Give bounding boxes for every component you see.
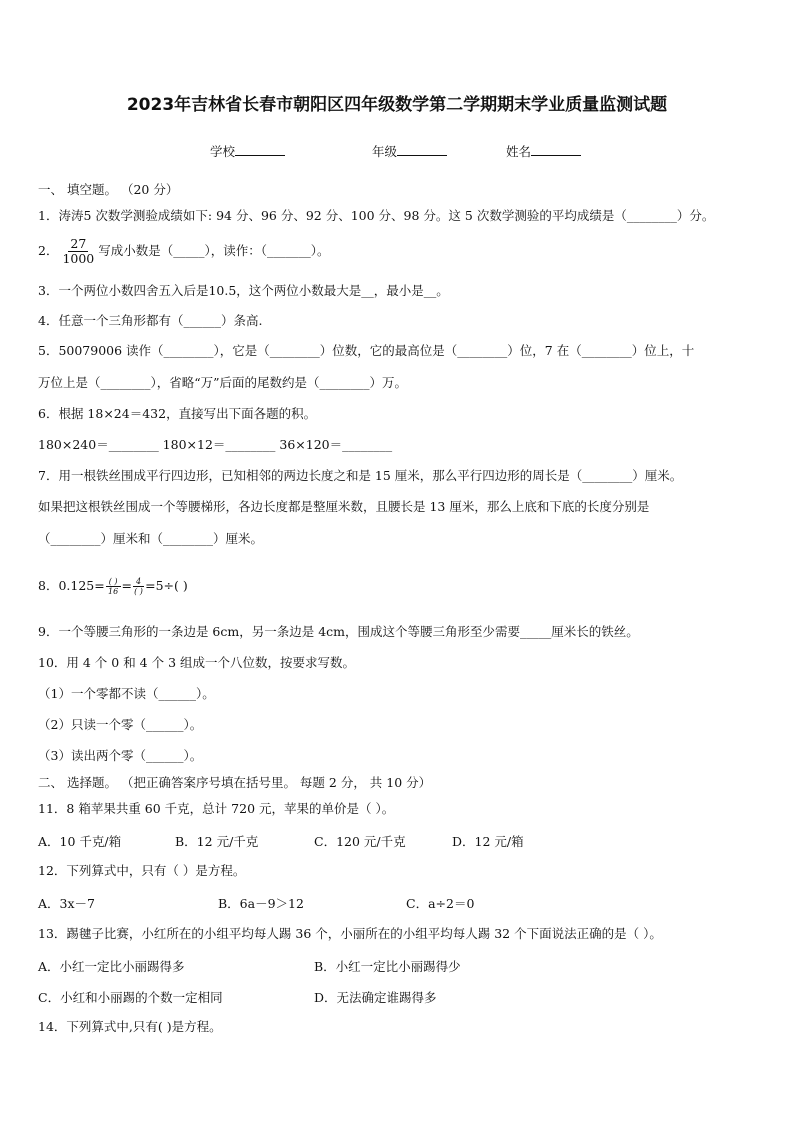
question-13-option-c: C．小红和小丽踢的个数一定相同 <box>38 990 223 1005</box>
question-11-option-b: B．12 元/千克 <box>175 834 259 849</box>
question-14: 14．下列算式中,只有( )是方程。 <box>38 1019 222 1034</box>
question-7-line-3: （________）厘米和（________）厘米。 <box>38 531 264 546</box>
question-10: 10．用 4 个 0 和 4 个 3 组成一个八位数，按要求写数。 <box>38 655 356 670</box>
question-8-suffix: =5÷( ) <box>145 578 188 593</box>
question-6-line-2: 180×240＝________ 180×12＝________ 36×120＝________ <box>38 437 393 452</box>
question-10-part-2: （2）只读一个零（______）。 <box>38 717 203 732</box>
question-3: 3．一个两位小数四舍五入后是10.5，这个两位小数最大是__，最小是__。 <box>38 283 449 298</box>
section2-heading: 二、 选择题。 （把正确答案序号填在括号里。 每题 2 分， 共 10 分） <box>38 775 432 790</box>
question-8 <box>38 574 188 598</box>
page-title: 2023年吉林省长春市朝阳区四年级数学第二学期期末学业质量监测试题 <box>126 95 668 115</box>
fraction-denominator: ( ) <box>134 587 143 596</box>
question-7-line-1: 7．用一根铁丝围成平行四边形，已知相邻的两边长度之和是 15 厘米，那么平行四边形的周长是（________）厘米。 <box>38 468 683 483</box>
fraction-27-1000 <box>60 237 96 266</box>
name-field <box>506 142 581 160</box>
fraction-numerator: 27 <box>70 236 87 251</box>
question-11-option-d: D．12 元/箱 <box>452 834 524 849</box>
fraction-denominator: 16 <box>108 587 119 596</box>
grade-label: 年级 <box>372 144 398 159</box>
question-13-option-d: D．无法确定谁踢得多 <box>314 990 437 1005</box>
question-9: 9．一个等腰三角形的一条边是 6cm，另一条边是 4cm，围成这个等腰三角形至少需要_____厘米长的铁丝。 <box>38 624 639 639</box>
fraction-blank-16 <box>106 577 121 596</box>
question-10-part-1: （1）一个零都不读（______）。 <box>38 686 215 701</box>
question-13-stem: 13．踢毽子比赛，小红所在的小组平均每人踢 36 个，小丽所在的小组平均每人踢 32 个下面说法正确的是（ ）。 <box>38 926 662 941</box>
question-10-part-3: （3）读出两个零（______）。 <box>38 748 203 763</box>
school-blank <box>235 143 285 156</box>
section1-heading: 一、 填空题。 （20 分） <box>38 182 179 197</box>
question-11-stem: 11．8 箱苹果共重 60 千克，总计 720 元，苹果的单价是（ ）。 <box>38 801 395 816</box>
equals-sign: = <box>121 578 132 593</box>
question-6-line-1: 6．根据 18×24＝432，直接写出下面各题的积。 <box>38 406 317 421</box>
question-8-prefix: 8．0.125= <box>38 578 105 593</box>
grade-field <box>372 142 447 160</box>
school-field <box>210 142 285 160</box>
fraction-denominator: 1000 <box>62 251 95 266</box>
fraction-numerator: ( ) <box>106 577 121 587</box>
question-11-option-a: A．10 千克/箱 <box>38 834 122 849</box>
question-13-option-a: A．小红一定比小丽踢得多 <box>38 959 185 974</box>
question-2 <box>38 236 330 266</box>
question-5-line-1: 5．50079006 读作（________），它是（________）位数，它的最高位是（________）位，7 在（________）位上，十 <box>38 343 695 358</box>
name-blank <box>531 143 581 156</box>
question-4: 4．任意一个三角形都有（______）条高. <box>38 313 263 328</box>
question-2-number: 2． <box>38 243 59 258</box>
question-12-option-a: A．3x－7 <box>38 896 95 911</box>
question-2-text: 写成小数是（_____），读作：（_______）。 <box>98 243 330 258</box>
question-5-line-2: 万位上是（________），省略“万”后面的尾数约是（________）万。 <box>38 375 408 390</box>
fraction-4-blank <box>133 577 144 596</box>
grade-blank <box>397 143 447 156</box>
question-12-option-c: C．a÷2＝0 <box>406 896 475 911</box>
question-13-option-b: B．小红一定比小丽踢得少 <box>314 959 461 974</box>
school-label: 学校 <box>210 144 236 159</box>
question-12-stem: 12．下列算式中，只有（ ）是方程。 <box>38 863 246 878</box>
question-1: 1．涛涛5 次数学测验成绩如下: 94 分、96 分、92 分、100 分、98 分。这 5 次数学测验的平均成绩是（________）分。 <box>38 208 715 223</box>
name-label: 姓名 <box>506 144 532 159</box>
question-7-line-2: 如果把这根铁丝围成一个等腰梯形，各边长度都是整厘米数，且腰长是 13 厘米，那么上底和下底的长度分别是 <box>38 499 650 514</box>
fraction-numerator: 4 <box>133 577 144 587</box>
question-11-option-c: C．120 元/千克 <box>314 834 406 849</box>
question-12-option-b: B．6a－9＞12 <box>218 896 304 911</box>
